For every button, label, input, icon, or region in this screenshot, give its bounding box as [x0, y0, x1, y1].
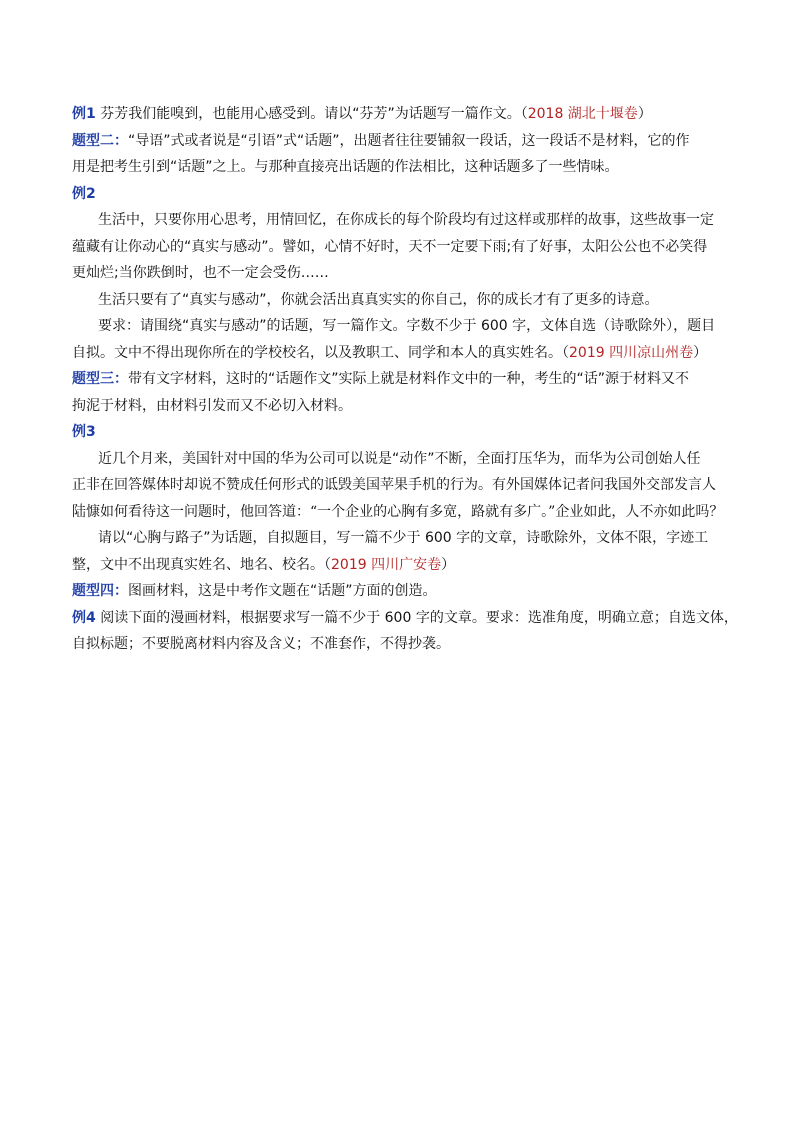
example-3-requirement: 整，文中不出现真实姓名、地名、校名。（ [72, 556, 331, 573]
type-4-line [72, 578, 724, 605]
example-4-line-1 [72, 605, 738, 632]
example-2-requirement: 自拟。文中不得出现你所在的学校校名，以及教职工、同学和本人的真实姓名。（ [72, 344, 569, 361]
example-3-para-2-line-2 [72, 552, 724, 579]
example-3-requirement: 请以“心胸与路子”为话题，自拟题目，写一篇不少于 600 字的文章，诗歌除外，文体不限，字迹工 [98, 530, 709, 546]
example-3-para-1-line-2 [72, 472, 724, 499]
example-2-close: ） [693, 344, 708, 361]
example-2-para-1-line-2 [72, 234, 724, 261]
example-3-label: 例3 [72, 424, 96, 440]
example-2-para-2 [72, 287, 724, 314]
example-4-text-2: 自拟标题；不要脱离材料内容及含义；不准套作，不得抄袭。 [72, 636, 450, 652]
example-3-para-2-line-1 [72, 525, 724, 552]
example-2-text: 生活只要有了“真实与感动”，你就会活出真真实实的你自己，你的成长才有了更多的诗意。 [98, 291, 659, 308]
example-4-line-2 [72, 631, 724, 658]
example-2-text: 生活中，只要你用心思考，用情回忆，在你成长的每个阶段均有过这样或那样的故事，这些故事一定 [98, 212, 714, 228]
example-3-para-1-line-1 [72, 446, 724, 473]
example-3-text: 近几个月来，美国针对中国的华为公司可以说是“动作”不断，全面打压华为，而华为公司创始人任 [98, 450, 701, 467]
example-3-close: ） [441, 556, 456, 573]
example-2-para-3-line-1 [72, 313, 724, 340]
example-2-text: 更灿烂;当你跌倒时，也不一定会受伤…… [72, 265, 329, 281]
example-3-text: 正非在回答媒体时却说不赞成任何形式的诋毁美国苹果手机的行为。有外国媒体记者问我国外交部发言人 [72, 477, 716, 493]
example-1-close: ） [637, 106, 652, 122]
example-2-para-3-line-2 [72, 340, 724, 367]
example-2-text: 蕴藏有让你动心的“真实与感动”。譬如，心情不好时，天不一定要下雨;有了好事，太阳公公也不必笑得 [72, 238, 708, 255]
type-3-label: 题型三： [72, 371, 128, 387]
example-2-requirement: 要求：请围绕“真实与感动”的话题，写一篇作文。字数不少于 600 字，文体自选（诗歌除外），题目 [98, 318, 716, 334]
example-2-para-1-line-3 [72, 260, 724, 287]
example-4-text-1: 阅读下面的漫画材料，根据要求写一篇不少于 600 字的文章。要求：选准角度，明确立意；自选文体， [95, 609, 738, 626]
type-2-label: 题型二： [72, 132, 128, 149]
example-2-heading [72, 181, 724, 208]
type-3-text-2: 拘泥于材料，由材料引发而又不必切入材料。 [72, 397, 352, 414]
type-3-line-1 [72, 366, 724, 393]
example-3-text: 陆慷如何看待这一问题时，他回答道： [72, 503, 310, 520]
example-3-heading [72, 419, 724, 446]
type-4-text: 图画材料，这是中考作文题在“话题”方面的创造。 [128, 583, 437, 599]
example-2-source: 2019 四川凉山州卷 [569, 344, 694, 361]
example-3-quote: “一个企业的心胸有多宽，路就有多广。”企业如此，人不亦如此吗？ [310, 503, 724, 520]
type-2-line-2 [72, 154, 724, 181]
example-1-source: 2018 湖北十堰卷 [527, 106, 638, 122]
example-1-line [72, 101, 724, 128]
type-3-text-1: 带有文字材料，这时的“话题作文”实际上就是材料作文中的一种，考生的“话”源于材料又不 [128, 371, 690, 387]
type-2-text-1: “导语”式或者说是“引语”式“话题”，出题者往往要铺叙一段话，这一段话不是材料，它的作 [128, 132, 690, 149]
example-2-para-1-line-1 [72, 207, 724, 234]
example-4-label: 例4 [72, 609, 96, 626]
type-2-line-1 [72, 128, 724, 155]
type-2-text-2: 用是把考生引到“话题”之上。与那种直接亮出话题的作法相比，这种话题多了一些情味。 [72, 159, 619, 175]
example-3-source: 2019 四川广安卷 [331, 556, 442, 573]
example-1-label: 例1 [72, 106, 96, 122]
type-4-label: 题型四： [72, 583, 128, 599]
example-2-label: 例2 [72, 185, 96, 202]
document-body [72, 101, 738, 658]
example-3-para-1-line-3 [72, 499, 724, 526]
type-3-line-2 [72, 393, 724, 420]
example-1-text: 芬芳我们能嗅到，也能用心感受到。请以“芬芳”为话题写一篇作文。（ [95, 106, 528, 122]
